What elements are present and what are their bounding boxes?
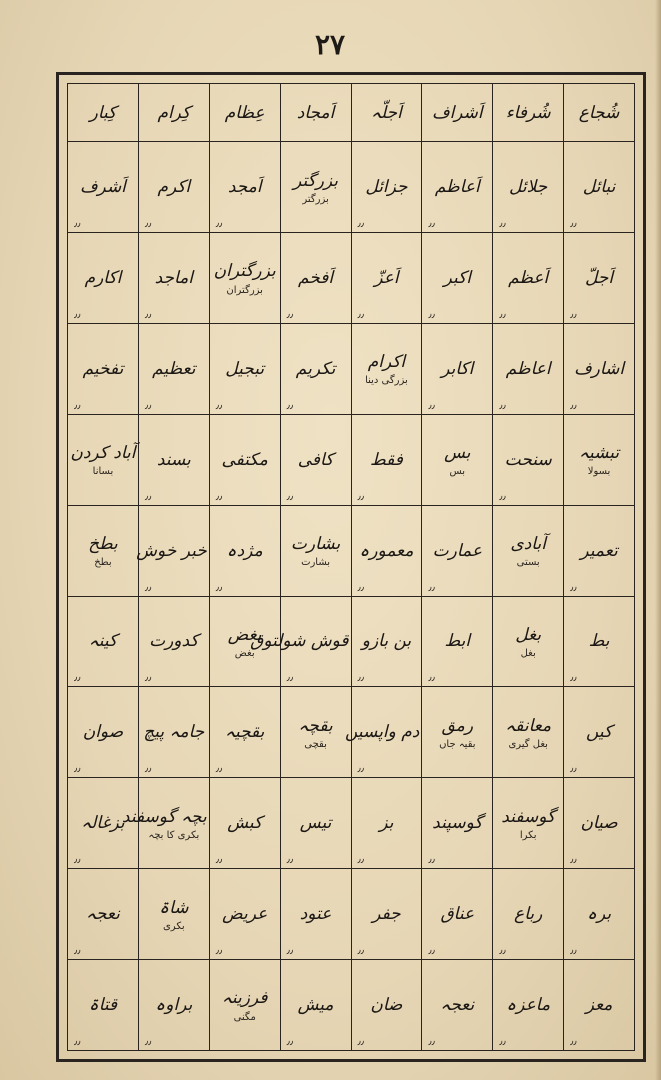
ditto-mark: ٫٫ [286, 672, 294, 684]
ditto-mark: ٫٫ [499, 218, 506, 230]
cell-gloss: بکری [162, 920, 185, 932]
cell-word: شُجاع [578, 102, 620, 123]
table-cell [209, 596, 280, 687]
cell-word: قوش شولتوق [250, 631, 349, 652]
cell-word: برہ [587, 904, 612, 925]
table-row [68, 323, 635, 414]
cell-word: اَمجد [227, 177, 262, 198]
cell-word: بن بازو [361, 631, 412, 652]
ditto-mark: ٫٫ [286, 308, 294, 320]
table-cell [564, 323, 635, 414]
ditto-mark: ٫٫ [428, 672, 435, 684]
ditto-mark: ٫٫ [570, 945, 577, 957]
table-cell [351, 414, 422, 505]
cell-word: فقط [370, 449, 403, 470]
table-cell [422, 323, 493, 414]
table-row [68, 414, 635, 505]
table-cell [564, 414, 635, 505]
cell-word: براوہ [155, 994, 193, 1015]
ditto-mark: ٫٫ [357, 763, 364, 775]
cell-word: عمارت [432, 540, 482, 561]
ditto-mark: ٫٫ [357, 854, 364, 866]
cell-gloss: بطخ [94, 557, 112, 569]
table-cell [493, 960, 564, 1051]
table-cell [68, 414, 139, 505]
table-cell [138, 323, 209, 414]
table-cell [493, 233, 564, 324]
table-cell [422, 960, 493, 1051]
cell-word: جفر [372, 904, 401, 925]
cell-word: کافی [297, 449, 334, 470]
ditto-mark: ٫٫ [428, 945, 435, 957]
cell-word: بز [379, 813, 394, 834]
cell-gloss: بس [449, 466, 466, 478]
cell-word: آبادی [510, 534, 546, 555]
table-cell [138, 596, 209, 687]
cell-word: رمق [441, 715, 474, 736]
ditto-mark: ٫٫ [215, 763, 223, 775]
table-cell [351, 142, 422, 233]
cell-word: صیان [580, 813, 618, 834]
ditto-mark: ٫٫ [215, 581, 223, 593]
cell-word: بطخ [88, 534, 118, 555]
table-row [68, 84, 635, 142]
cell-word: اَجلّ [585, 267, 614, 288]
ditto-mark: ٫٫ [286, 1036, 294, 1047]
cell-word: بزغالہ [81, 813, 125, 834]
table-cell [138, 142, 209, 233]
table-cell [493, 505, 564, 596]
table-cell [351, 778, 422, 869]
table-cell [351, 323, 422, 414]
table-cell [68, 233, 139, 324]
table-cell [493, 778, 564, 869]
cell-word: اکبر [443, 267, 471, 288]
table-cell [351, 869, 422, 960]
table-cell [351, 596, 422, 687]
page-edge-shadow [655, 0, 661, 1080]
table-cell [68, 960, 139, 1051]
table-row [68, 960, 635, 1051]
table-cell [138, 84, 209, 142]
cell-word: اَعاظم [434, 177, 480, 198]
table-cell [422, 687, 493, 778]
cell-gloss: بغل [520, 648, 536, 659]
ditto-mark: ٫٫ [428, 399, 435, 411]
table-cell [209, 323, 280, 414]
cell-word: جزائل [365, 177, 408, 198]
cell-word: ابط [444, 631, 471, 652]
table-cell [280, 869, 351, 960]
ditto-mark: ٫٫ [74, 672, 81, 684]
cell-word: اکابر [441, 358, 474, 379]
cell-word: ماعزہ [506, 994, 551, 1015]
table-cell [564, 142, 635, 233]
cell-word: بط [588, 631, 610, 652]
cell-word: بغض [227, 624, 262, 645]
cell-gloss: بزرگتران [226, 284, 263, 296]
ditto-mark: ٫٫ [357, 581, 364, 593]
ditto-mark: ٫٫ [144, 308, 152, 320]
cell-word: اکارم [84, 267, 122, 288]
cell-word: قتاۃ [88, 994, 118, 1015]
cell-word: تعظیم [152, 358, 196, 379]
cell-word: فرزینہ [221, 988, 268, 1009]
table-cell [68, 505, 139, 596]
table-cell [68, 142, 139, 233]
ditto-mark: ٫٫ [144, 763, 152, 775]
table-cell [564, 84, 635, 142]
cell-word: رباع [514, 904, 543, 925]
table-cell [493, 142, 564, 233]
cell-word: تعمیر [580, 540, 618, 561]
table-cell [564, 233, 635, 324]
ditto-mark: ٫٫ [570, 399, 577, 411]
cell-word: نبائل [582, 177, 616, 198]
ditto-mark: ٫٫ [499, 399, 506, 411]
ditto-mark: ٫٫ [286, 945, 294, 957]
cell-word: اَفخم [297, 267, 334, 288]
table-cell [209, 233, 280, 324]
cell-word: نعجہ [86, 904, 120, 925]
table-row [68, 596, 635, 687]
table-cell [422, 142, 493, 233]
cell-word: اکرم [157, 177, 191, 198]
table-cell [68, 687, 139, 778]
cell-word: تکریم [295, 358, 336, 379]
cell-word: بسند [156, 449, 191, 470]
table-cell [280, 960, 351, 1051]
ditto-mark: ٫٫ [428, 581, 435, 593]
ditto-mark: ٫٫ [144, 672, 152, 684]
cell-word: عناق [440, 904, 475, 925]
table-cell [138, 869, 209, 960]
ditto-mark: ٫٫ [144, 1036, 152, 1047]
table-cell [422, 869, 493, 960]
ditto-mark: ٫٫ [499, 945, 506, 957]
table-cell [351, 84, 422, 142]
table-cell [422, 84, 493, 142]
table-cell [280, 142, 351, 233]
cell-word: گوسفند [501, 806, 556, 827]
table-cell [493, 414, 564, 505]
table-cell [138, 687, 209, 778]
ditto-mark: ٫٫ [570, 854, 577, 866]
cell-gloss: بکرا [519, 829, 537, 841]
cell-gloss: بشارت [301, 557, 331, 569]
cell-word: دم واپسیں [344, 722, 420, 743]
cell-word: جلائل [509, 177, 548, 198]
ditto-mark: ٫٫ [499, 490, 506, 502]
ditto-mark: ٫٫ [428, 218, 435, 230]
cell-word: اَشرف [79, 177, 126, 198]
table-cell [351, 505, 422, 596]
table-cell [564, 505, 635, 596]
ditto-mark: ٫٫ [428, 1036, 435, 1047]
table-cell [280, 414, 351, 505]
cell-word: کِرام [157, 102, 191, 123]
ditto-mark: ٫٫ [357, 945, 364, 957]
table-row [68, 778, 635, 869]
ditto-mark: ٫٫ [570, 308, 577, 320]
cell-word: اعاظم [505, 358, 551, 379]
ditto-mark: ٫٫ [286, 399, 294, 411]
table-cell [280, 84, 351, 142]
cell-gloss: بسولا [587, 466, 611, 478]
cell-word: تفخیم [82, 358, 124, 379]
cell-word: بس [444, 443, 471, 464]
ditto-mark: ٫٫ [499, 1036, 506, 1047]
table-cell [493, 596, 564, 687]
table-row [68, 233, 635, 324]
table-cell [250, 596, 351, 687]
ditto-mark: ٫٫ [74, 763, 81, 775]
table-cell [564, 778, 635, 869]
table-cell [422, 778, 493, 869]
table-cell [209, 687, 280, 778]
ditto-mark: ٫٫ [357, 1036, 364, 1047]
cell-word: بقچہ [298, 715, 333, 736]
table-row [68, 505, 635, 596]
ditto-mark: ٫٫ [74, 854, 81, 866]
cell-gloss: بقیہ جاں [439, 738, 476, 750]
ditto-mark: ٫٫ [428, 308, 435, 320]
cell-word: شُرفاء [505, 102, 551, 123]
cell-word: جامہ پیچ [143, 722, 205, 743]
table-cell [351, 233, 422, 324]
cell-word: اَمجاد [296, 102, 335, 123]
table-cell [138, 414, 209, 505]
ditto-mark: ٫٫ [74, 308, 81, 320]
ditto-mark: ٫٫ [357, 308, 364, 320]
table-cell [493, 687, 564, 778]
table-cell [68, 84, 139, 142]
cell-word: عِظام [224, 102, 265, 123]
cell-word: نعجہ [440, 994, 475, 1015]
ditto-mark: ٫٫ [286, 490, 294, 502]
cell-word: کیں [585, 722, 613, 743]
table-row [68, 142, 635, 233]
cell-word: بشارت [290, 534, 341, 555]
table-cell [564, 869, 635, 960]
cell-word: معز [585, 994, 613, 1015]
table-cell [280, 687, 351, 778]
cell-word: تبشیہ [579, 443, 620, 464]
ditto-mark: ٫٫ [357, 672, 364, 684]
cell-word: بقچیہ [224, 722, 265, 743]
cell-word: شاۃ [159, 897, 189, 918]
ditto-mark: ٫٫ [74, 1036, 81, 1047]
ditto-mark: ٫٫ [357, 218, 364, 230]
table-cell [493, 323, 564, 414]
cell-word: میش [297, 994, 334, 1015]
table-cell [422, 414, 493, 505]
ditto-mark: ٫٫ [215, 218, 223, 230]
table-cell [68, 778, 139, 869]
table-cell [564, 687, 635, 778]
ditto-mark: ٫٫ [215, 945, 223, 957]
table-cell [493, 869, 564, 960]
table-cell [121, 778, 209, 869]
cell-word: کبش [227, 813, 263, 834]
cell-word: خبر خوش [136, 540, 207, 561]
cell-word: آباد کردن [70, 443, 136, 464]
cell-gloss: بزرگتر [302, 193, 329, 205]
ditto-mark: ٫٫ [144, 218, 152, 230]
table-cell [280, 233, 351, 324]
page-number: ۲۷ [314, 28, 346, 61]
table-cell [138, 505, 209, 596]
ditto-mark: ٫٫ [215, 399, 223, 411]
cell-word: بچہ گوسفند [121, 806, 207, 827]
table-cell [493, 84, 564, 142]
table-cell [564, 596, 635, 687]
ditto-mark: ٫٫ [499, 308, 506, 320]
table-cell [138, 233, 209, 324]
ditto-mark: ٫٫ [144, 399, 152, 411]
table-cell [422, 505, 493, 596]
table-cell [209, 84, 280, 142]
cell-word: سنحت [504, 449, 552, 470]
table-cell [209, 960, 280, 1051]
cell-word: اَجلّہ [371, 102, 402, 123]
cell-word: بزرگتران [213, 261, 276, 282]
ditto-mark: ٫٫ [286, 854, 294, 866]
ditto-mark: ٫٫ [74, 945, 81, 957]
cell-word: مکتفی [221, 449, 268, 470]
cell-word: اَشراف [431, 102, 483, 123]
table-cell [209, 414, 280, 505]
cell-word: تبجیل [225, 358, 265, 379]
cell-word: کدورت [149, 631, 199, 652]
cell-gloss: بزرگی دینا [365, 375, 408, 387]
table-frame [56, 72, 646, 1062]
cell-gloss: بغض [234, 648, 255, 659]
cell-word: اشارف [574, 358, 625, 379]
table-cell [422, 233, 493, 324]
cell-word: کِبار [89, 102, 117, 123]
cell-word: عتود [299, 904, 332, 925]
vocabulary-table [67, 83, 635, 1051]
cell-word: تیس [299, 813, 332, 834]
table-cell [351, 960, 422, 1051]
cell-gloss: مگنی [233, 1011, 256, 1023]
table-cell [209, 505, 280, 596]
table-cell [280, 778, 351, 869]
ditto-mark: ٫٫ [570, 763, 577, 775]
table-row [68, 687, 635, 778]
ditto-mark: ٫٫ [428, 854, 435, 866]
cell-word: مژدہ [226, 540, 263, 561]
ditto-mark: ٫٫ [215, 490, 223, 502]
cell-gloss: بغل گیری [508, 738, 548, 750]
ditto-mark: ٫٫ [74, 399, 81, 411]
cell-gloss: بکری کا بچہ [148, 829, 200, 841]
table-row [68, 869, 635, 960]
ditto-mark: ٫٫ [570, 672, 577, 684]
ditto-mark: ٫٫ [144, 490, 152, 502]
table-cell [68, 869, 139, 960]
cell-word: ضان [370, 994, 403, 1015]
table-cell [68, 596, 139, 687]
cell-word: اماجد [154, 267, 194, 288]
cell-word: صوان [82, 722, 124, 743]
ditto-mark: ٫٫ [570, 218, 577, 230]
cell-word: اَعظم [508, 267, 549, 288]
cell-word: معمورہ [359, 540, 414, 561]
table-cell [68, 323, 139, 414]
ditto-mark: ٫٫ [357, 490, 364, 502]
ditto-mark: ٫٫ [570, 581, 577, 593]
table-cell [344, 687, 422, 778]
cell-word: کینہ [88, 631, 118, 652]
cell-word: اَعزّ [374, 267, 399, 288]
table-cell [280, 505, 351, 596]
cell-word: عریض [222, 904, 268, 925]
ditto-mark: ٫٫ [144, 581, 152, 593]
cell-word: بغل [515, 624, 542, 645]
cell-gloss: بستی [516, 557, 540, 569]
cell-word: اکرام [367, 352, 406, 373]
cell-gloss: بقچی [304, 738, 327, 750]
table-cell [209, 869, 280, 960]
table-cell [422, 596, 493, 687]
ditto-mark: ٫٫ [570, 1036, 577, 1047]
cell-word: معانقہ [505, 715, 552, 736]
table-cell [209, 778, 280, 869]
table-cell [280, 323, 351, 414]
cell-gloss: بسانا [92, 466, 114, 478]
ditto-mark: ٫٫ [74, 218, 81, 230]
table-cell [209, 142, 280, 233]
table-cell [138, 960, 209, 1051]
ditto-mark: ٫٫ [215, 854, 223, 866]
cell-word: گوسپند [432, 813, 483, 834]
cell-word: بزرگتر [293, 170, 339, 191]
table-cell [564, 960, 635, 1051]
